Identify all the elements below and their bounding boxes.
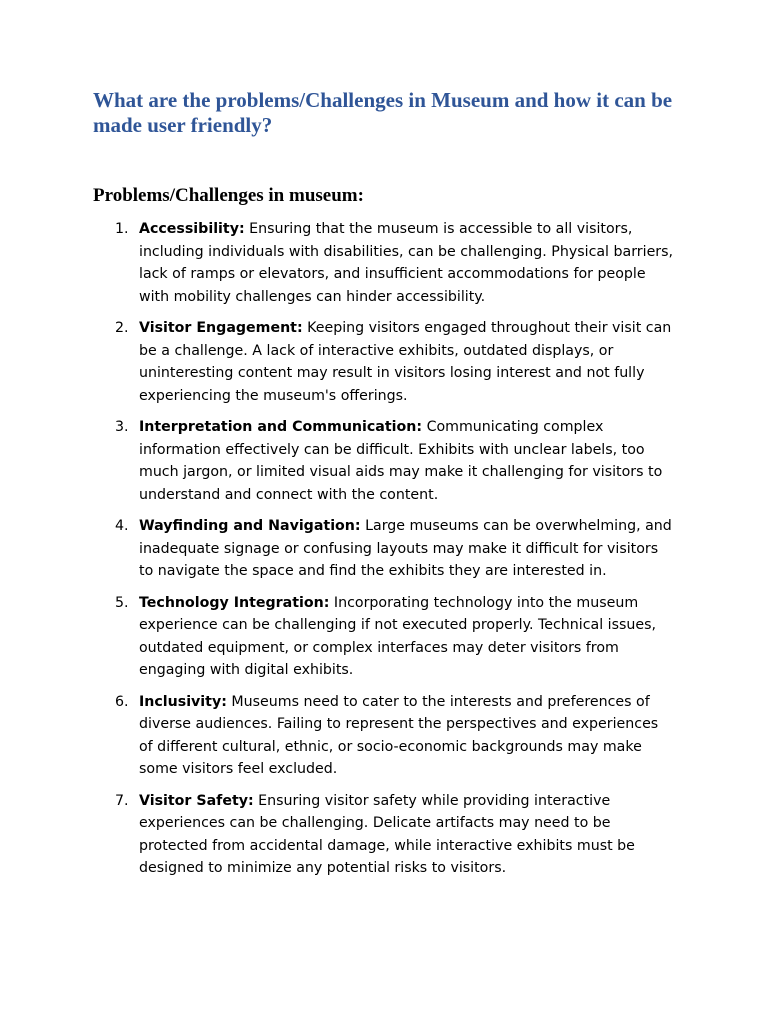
item-description: Incorporating technology into the museum experience can be challenging if not executed properly. Technical issues, outdated equipment, or complex interfaces may deter visitors from engaging with digital exhibits. xyxy=(139,594,656,678)
list-item-wayfinding xyxy=(0,515,674,583)
section-heading: Problems/Challenges in museum: xyxy=(93,185,364,206)
item-term: Interpretation and Communication: xyxy=(139,419,423,435)
item-number: 4. xyxy=(115,518,129,534)
list-item-interpretation xyxy=(0,416,674,506)
list-item-technology xyxy=(0,592,674,682)
item-term: Technology Integration: xyxy=(139,594,330,611)
item-number: 3. xyxy=(115,419,129,435)
item-term: Inclusivity: xyxy=(139,693,227,710)
item-description: Keeping visitors engaged throughout their visit can be a challenge. A lack of interactive exhibits, outdated displays, or uninteresting content may result in visitors losing interest and not fully experiencing the museum's offerings. xyxy=(139,320,672,404)
item-description: Ensuring visitor safety while providing interactive experiences can be challenging. Delicate artifacts may need to be protected from accidental damage, while interactive exhibits must be designed to minimize any potential risks to visitors. xyxy=(139,792,635,876)
item-number: 1. xyxy=(115,221,129,237)
list-item-visitor-engagement xyxy=(0,317,674,407)
item-description: Ensuring that the museum is accessible to all visitors, including individuals with disabilities, can be challenging. Physical barriers, lack of ramps or elevators, and insufficient accommodations for people with mobility challenges can hinder accessibility. xyxy=(139,221,674,305)
list-item-inclusivity xyxy=(0,691,674,781)
item-number: 5. xyxy=(115,594,129,611)
item-description: Museums need to cater to the interests and preferences of diverse audiences. Failing to represent the perspectives and experiences of different cultural, ethnic, or socio-economic backgrounds may make some visitors feel excluded. xyxy=(139,693,659,777)
item-description: Large museums can be overwhelming, and inadequate signage or confusing layouts may make it difficult for visitors to navigate the space and find the exhibits they are interested in. xyxy=(139,518,672,579)
item-term: Visitor Engagement: xyxy=(139,320,303,336)
item-term: Wayfinding and Navigation: xyxy=(139,518,361,534)
item-description: Communicating complex information effectively can be difficult. Exhibits with unclear labels, too much jargon, or limited visual aids may make it challenging for visitors to understand and connect with the content. xyxy=(139,419,663,503)
item-number: 2. xyxy=(115,320,129,336)
list-item-accessibility xyxy=(0,218,674,308)
item-number: 6. xyxy=(115,693,129,710)
document-title: What are the problems/Challenges in Museum and how it can be made user friendly? xyxy=(93,88,673,137)
item-term: Accessibility: xyxy=(139,221,245,237)
problems-list xyxy=(0,218,768,889)
item-number: 7. xyxy=(115,792,129,809)
list-item-visitor-safety xyxy=(0,790,674,880)
item-term: Visitor Safety: xyxy=(139,792,254,809)
